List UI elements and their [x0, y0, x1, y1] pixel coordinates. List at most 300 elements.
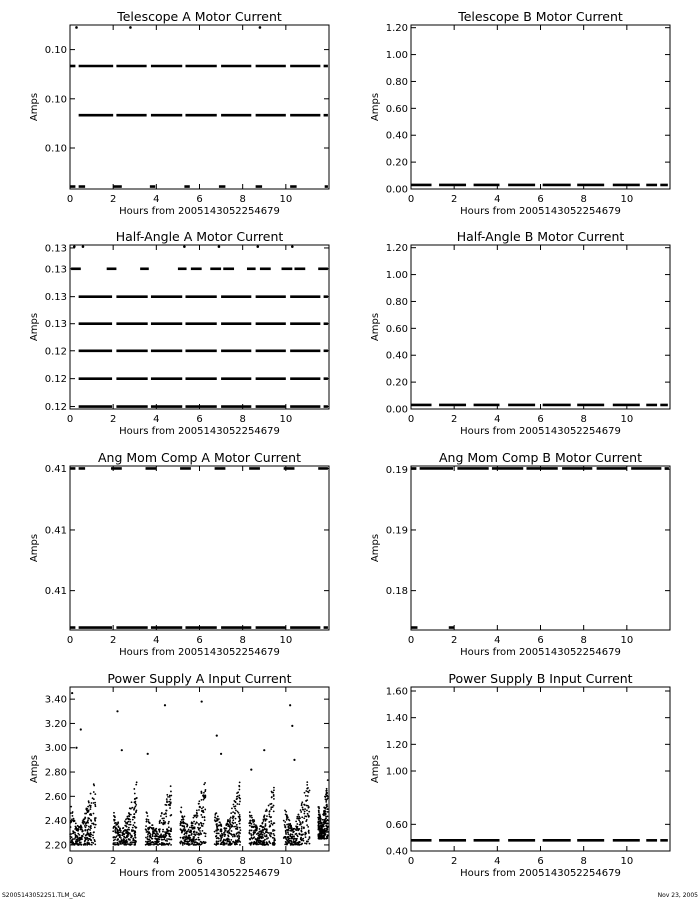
data-point — [204, 809, 206, 811]
data-point — [251, 826, 253, 828]
data-point — [201, 808, 203, 810]
series-points — [69, 692, 328, 846]
data-point — [149, 835, 151, 837]
data-point — [123, 836, 125, 838]
data-point — [326, 804, 328, 806]
data-point — [232, 815, 234, 817]
data-point — [170, 801, 172, 803]
data-point — [259, 834, 261, 836]
data-point — [198, 839, 200, 841]
data-point — [296, 834, 298, 836]
data-point — [295, 840, 297, 842]
x-tick-label: 0 — [407, 635, 415, 646]
x-tick-label: 0 — [66, 635, 74, 646]
data-point — [150, 827, 152, 829]
data-point — [306, 805, 308, 807]
data-point — [302, 833, 304, 835]
data-point — [256, 245, 259, 248]
y-tick-label: 2.60 — [44, 791, 67, 803]
data-point — [82, 822, 84, 824]
data-point — [238, 785, 240, 787]
data-point — [322, 829, 324, 831]
data-point — [292, 831, 294, 833]
data-point — [115, 828, 117, 830]
data-point — [283, 820, 285, 822]
data-point — [305, 790, 307, 792]
y-tick-label: 0.41 — [44, 525, 67, 537]
data-point — [164, 833, 166, 835]
data-point — [130, 837, 132, 839]
data-point — [224, 831, 226, 833]
data-point — [152, 838, 154, 840]
data-point — [256, 840, 258, 842]
data-point — [296, 838, 298, 840]
data-point — [292, 834, 294, 836]
data-point — [92, 837, 94, 839]
data-point — [198, 843, 200, 845]
data-point — [304, 804, 306, 806]
data-point — [273, 805, 275, 807]
x-tick-label: 8 — [580, 635, 587, 646]
data-point — [169, 796, 171, 798]
data-point — [73, 820, 75, 822]
data-point — [135, 812, 137, 814]
data-point — [193, 815, 195, 817]
data-point — [223, 839, 225, 841]
y-tick-label: 0.20 — [385, 157, 408, 169]
data-point — [85, 813, 87, 815]
data-point — [271, 822, 273, 824]
data-point — [230, 812, 232, 814]
data-point — [265, 836, 267, 838]
data-point — [297, 814, 299, 816]
data-point — [239, 814, 241, 816]
x-tick-label: 0 — [66, 856, 74, 867]
x-tick-label: 4 — [153, 635, 160, 646]
chart-title: Ang Mom Comp A Motor Current — [98, 450, 301, 465]
series-points — [71, 245, 328, 406]
data-point — [236, 843, 238, 845]
data-point — [317, 822, 319, 824]
data-point — [181, 832, 183, 834]
data-point — [71, 839, 73, 841]
data-point — [130, 814, 132, 816]
data-point — [161, 822, 163, 824]
data-point — [169, 833, 171, 835]
data-point — [134, 793, 136, 795]
data-point — [156, 839, 158, 841]
data-point — [296, 816, 298, 818]
data-point — [182, 821, 184, 823]
y-tick-label: 0.40 — [385, 350, 408, 362]
data-point — [250, 820, 252, 822]
data-point — [273, 795, 275, 797]
x-tick-label: 4 — [153, 856, 160, 867]
data-point — [286, 824, 288, 826]
data-point — [159, 836, 161, 838]
data-point — [256, 825, 258, 827]
data-point — [306, 781, 308, 783]
data-point — [306, 843, 308, 845]
data-point — [273, 841, 275, 843]
data-point — [198, 800, 200, 802]
data-point — [219, 821, 221, 823]
data-point — [115, 837, 117, 839]
data-point — [271, 797, 273, 799]
data-point — [90, 832, 92, 834]
data-point — [260, 825, 262, 827]
data-point — [79, 838, 81, 840]
data-point — [147, 836, 149, 838]
data-point — [73, 818, 75, 820]
data-point — [163, 813, 165, 815]
data-point — [122, 827, 124, 829]
data-point — [162, 831, 164, 833]
data-point — [287, 837, 289, 839]
data-point — [264, 833, 266, 835]
data-point — [230, 824, 232, 826]
data-point — [93, 839, 95, 841]
data-point — [318, 836, 320, 838]
data-point — [163, 835, 165, 837]
data-point — [114, 816, 116, 818]
data-point — [308, 815, 310, 817]
data-point — [258, 836, 260, 838]
data-point — [261, 823, 263, 825]
data-point — [273, 822, 275, 824]
data-point — [70, 806, 72, 808]
data-point — [235, 818, 237, 820]
data-point — [196, 831, 198, 833]
plot-frame — [411, 687, 670, 851]
plot-frame — [411, 466, 670, 630]
data-point — [233, 826, 235, 828]
data-point-outlier — [121, 749, 123, 751]
data-point — [128, 812, 130, 814]
data-point — [166, 798, 168, 800]
data-point — [261, 826, 263, 828]
data-point — [165, 813, 167, 815]
data-point — [233, 842, 235, 844]
data-point — [112, 830, 114, 832]
data-point — [201, 825, 203, 827]
x-tick-label: 6 — [196, 856, 203, 867]
data-point — [75, 822, 77, 824]
data-point — [248, 822, 250, 824]
data-point — [293, 839, 295, 841]
data-point — [301, 831, 303, 833]
data-point — [193, 821, 195, 823]
data-point — [249, 833, 251, 835]
data-point — [249, 815, 251, 817]
data-point — [302, 809, 304, 811]
data-point — [203, 823, 205, 825]
data-point — [286, 816, 288, 818]
data-point — [319, 820, 321, 822]
x-axis-label: Hours from 2005143052254679 — [460, 868, 621, 879]
data-point — [85, 839, 87, 841]
data-point — [189, 826, 191, 828]
data-point — [304, 810, 306, 812]
data-point — [152, 829, 154, 831]
data-point — [262, 819, 264, 821]
data-point — [325, 828, 327, 830]
data-point — [289, 820, 291, 822]
data-point — [202, 842, 204, 844]
data-point — [161, 835, 163, 837]
data-point — [292, 837, 294, 839]
data-point — [231, 807, 233, 809]
data-point — [150, 836, 152, 838]
data-point — [300, 811, 302, 813]
data-point — [306, 788, 308, 790]
data-point — [134, 822, 136, 824]
data-point — [155, 829, 157, 831]
data-point — [88, 842, 90, 844]
data-point — [76, 844, 78, 846]
data-point — [254, 843, 256, 845]
data-point — [147, 834, 149, 836]
y-tick-label: 0.13 — [44, 243, 67, 255]
data-point — [301, 828, 303, 830]
data-point — [202, 830, 204, 832]
y-tick-label: 0.80 — [385, 76, 408, 88]
data-point — [133, 809, 135, 811]
data-point — [129, 807, 131, 809]
x-tick-label: 6 — [537, 414, 544, 425]
data-point — [146, 838, 148, 840]
data-point — [270, 836, 272, 838]
data-point — [309, 836, 311, 838]
data-point — [239, 827, 241, 829]
data-point — [170, 795, 172, 797]
data-point — [231, 830, 233, 832]
data-point — [131, 801, 133, 803]
data-point — [75, 26, 78, 29]
data-point — [118, 835, 120, 837]
x-tick-label: 8 — [580, 856, 587, 867]
data-point — [78, 840, 80, 842]
data-point — [147, 832, 149, 834]
data-point — [285, 830, 287, 832]
data-point — [89, 834, 91, 836]
data-point — [193, 840, 195, 842]
data-point-outlier — [164, 704, 166, 706]
data-point — [324, 807, 326, 809]
data-point — [94, 793, 96, 795]
data-point — [309, 843, 311, 845]
data-point — [73, 245, 76, 248]
data-point — [203, 811, 205, 813]
data-point — [319, 822, 321, 824]
data-point — [82, 245, 85, 248]
data-point — [221, 843, 223, 845]
y-axis-label: Amps — [29, 533, 40, 563]
data-point — [272, 843, 274, 845]
data-point — [94, 802, 96, 804]
x-tick-label: 10 — [620, 194, 634, 205]
data-point — [193, 831, 195, 833]
data-point — [269, 834, 271, 836]
data-point — [168, 838, 170, 840]
data-point — [236, 841, 238, 843]
data-point — [118, 840, 120, 842]
y-tick-label: 0.19 — [385, 464, 408, 476]
data-point — [81, 831, 83, 833]
data-point — [320, 830, 322, 832]
data-point — [125, 829, 127, 831]
y-tick-label: 3.20 — [44, 718, 67, 730]
chart-7 — [29, 671, 329, 879]
data-point — [217, 816, 219, 818]
data-point — [146, 820, 148, 822]
data-point — [214, 843, 216, 845]
data-point — [220, 831, 222, 833]
data-point — [90, 805, 92, 807]
data-point — [290, 830, 292, 832]
data-point — [201, 816, 203, 818]
data-point — [269, 826, 271, 828]
data-point — [305, 833, 307, 835]
data-point — [258, 840, 260, 842]
data-point — [155, 835, 157, 837]
data-point — [135, 842, 137, 844]
chart-title: Half-Angle B Motor Current — [456, 229, 625, 244]
x-tick-label: 8 — [580, 414, 587, 425]
data-point — [272, 792, 274, 794]
data-point — [269, 810, 271, 812]
data-point — [203, 799, 205, 801]
y-tick-label: 0.12 — [44, 402, 67, 414]
data-point — [256, 833, 258, 835]
data-point — [303, 813, 305, 815]
data-point — [129, 834, 131, 836]
data-point — [114, 839, 116, 841]
data-point — [269, 832, 271, 834]
data-point — [250, 833, 252, 835]
data-point — [204, 842, 206, 844]
data-point — [189, 837, 191, 839]
data-point — [327, 819, 329, 821]
x-tick-label: 10 — [620, 635, 634, 646]
data-point — [306, 810, 308, 812]
data-point — [88, 828, 90, 830]
data-point — [191, 821, 193, 823]
data-point — [95, 824, 97, 826]
data-point — [170, 785, 172, 787]
data-point — [90, 820, 92, 822]
y-tick-label: 0.00 — [385, 404, 408, 416]
y-axis-label: Amps — [29, 312, 40, 342]
data-point — [94, 819, 96, 821]
x-tick-label: 6 — [537, 635, 544, 646]
data-point — [166, 838, 168, 840]
data-point — [198, 803, 200, 805]
data-point — [85, 834, 87, 836]
data-point — [128, 827, 130, 829]
data-point — [161, 818, 163, 820]
data-point — [296, 827, 298, 829]
data-point-outlier — [263, 749, 265, 751]
data-point — [167, 796, 169, 798]
data-point — [167, 823, 169, 825]
data-point — [327, 831, 329, 833]
data-point — [145, 825, 147, 827]
data-point — [236, 835, 238, 837]
data-point — [117, 838, 119, 840]
data-point — [305, 795, 307, 797]
data-point — [93, 824, 95, 826]
data-point — [303, 840, 305, 842]
chart-1 — [29, 9, 329, 217]
data-point — [220, 824, 222, 826]
data-point — [230, 833, 232, 835]
data-point — [126, 837, 128, 839]
data-point — [270, 808, 272, 810]
data-point — [168, 821, 170, 823]
data-point — [233, 804, 235, 806]
data-point — [287, 832, 289, 834]
data-point — [164, 804, 166, 806]
data-point — [234, 822, 236, 824]
data-point — [268, 813, 270, 815]
data-point — [131, 843, 133, 845]
data-point — [232, 819, 234, 821]
data-point — [251, 842, 253, 844]
data-point — [91, 802, 93, 804]
data-point — [239, 801, 241, 803]
data-point — [216, 842, 218, 844]
y-tick-label: 3.00 — [44, 743, 67, 755]
y-axis-label: Amps — [29, 754, 40, 784]
data-point — [126, 826, 128, 828]
x-tick-label: 10 — [620, 856, 634, 867]
data-point — [127, 833, 129, 835]
data-point — [203, 816, 205, 818]
data-point — [91, 844, 93, 846]
data-point — [307, 813, 309, 815]
data-point — [320, 838, 322, 840]
data-point — [201, 823, 203, 825]
data-point — [251, 817, 253, 819]
data-point — [327, 835, 329, 837]
data-point — [93, 813, 95, 815]
data-point — [302, 807, 304, 809]
data-point — [223, 842, 225, 844]
data-point — [327, 797, 329, 799]
data-point — [285, 833, 287, 835]
data-point — [251, 835, 253, 837]
data-point — [302, 838, 304, 840]
data-point — [148, 828, 150, 830]
data-point — [324, 829, 326, 831]
data-point — [239, 781, 241, 783]
data-point — [73, 831, 75, 833]
data-point — [308, 839, 310, 841]
data-point — [133, 813, 135, 815]
data-point — [185, 837, 187, 839]
data-point — [78, 834, 80, 836]
data-point — [264, 815, 266, 817]
data-point-outlier — [220, 753, 222, 755]
data-point — [93, 783, 95, 785]
data-point — [239, 832, 241, 834]
data-point — [200, 814, 202, 816]
data-point — [168, 843, 170, 845]
data-point — [294, 842, 296, 844]
data-point — [135, 837, 137, 839]
data-point — [306, 816, 308, 818]
